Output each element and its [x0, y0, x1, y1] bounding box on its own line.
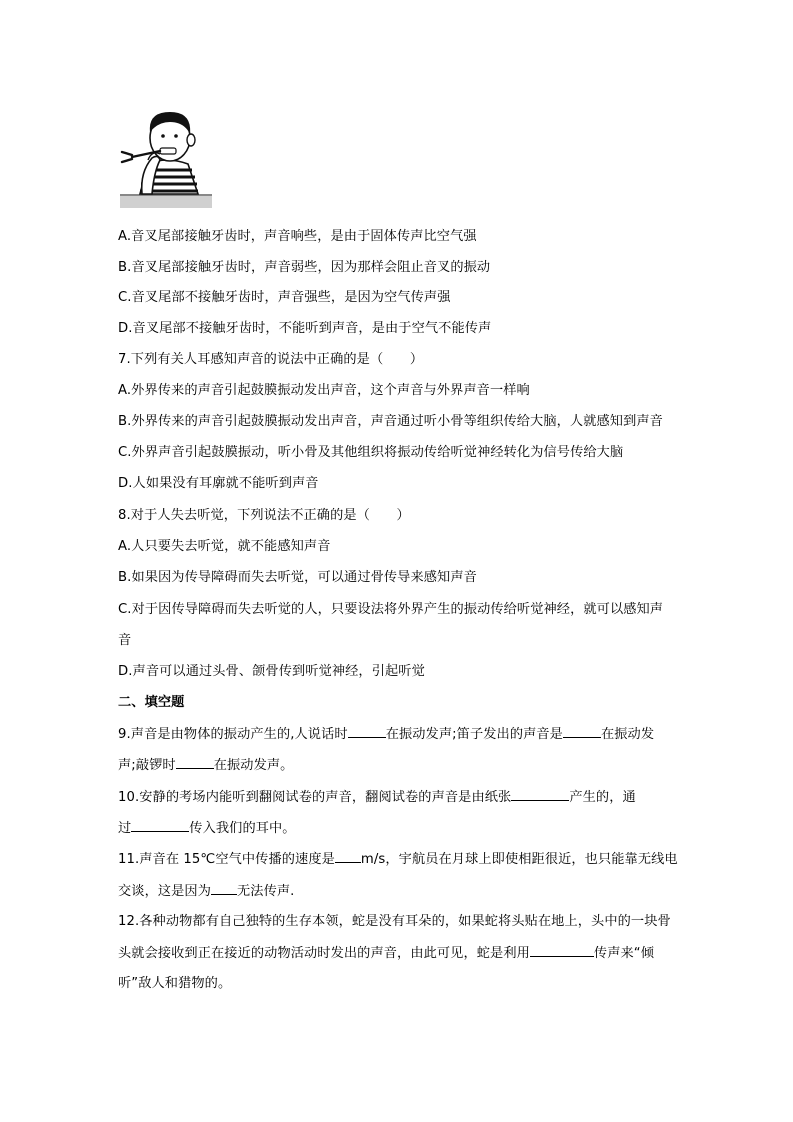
q12-line-3: 听”敌人和猎物的。 — [118, 976, 232, 991]
q9-text-5: 在振动发声。 — [213, 758, 294, 773]
q8-option-c-continued: 音 — [118, 633, 132, 648]
q9-text-3: 在振动发 — [600, 727, 655, 742]
q6-option-a: A.音叉尾部接触牙齿时，声音响些，是由于固体传声比空气强 — [118, 229, 477, 244]
q12-blank-1[interactable] — [530, 944, 594, 957]
q11-line-1 — [118, 850, 678, 869]
q9-text-1: 9.声音是由物体的振动产生的,人说话时 — [118, 727, 348, 742]
q7-option-d: D.人如果没有耳廓就不能听到声音 — [118, 476, 319, 491]
q8-option-a: A.人只要失去听觉，就不能感知声音 — [118, 539, 331, 554]
q11-blank-1[interactable] — [335, 850, 361, 863]
q11-blank-2[interactable] — [211, 882, 237, 895]
q9-text-4: 声;敲锣时 — [118, 758, 176, 773]
q12-line-2 — [118, 944, 654, 963]
q9-text-2: 在振动发声;笛子发出的声音是 — [385, 727, 563, 742]
q9-line-2 — [118, 756, 293, 775]
q11-text-3: 交谈，这是因为 — [118, 884, 212, 899]
q10-text-4: 传入我们的耳中。 — [189, 821, 296, 836]
q12-line-1: 12.各种动物都有自己独特的生存本领，蛇是没有耳朵的，如果蛇将头贴在地上，头中的一块骨 — [118, 914, 671, 929]
q9-blank-2[interactable] — [563, 725, 601, 738]
q6-option-d: D.音叉尾部不接触牙齿时，不能听到声音，是由于空气不能传声 — [118, 321, 492, 336]
q7-stem: 7.下列有关人耳感知声音的说法中正确的是（ ） — [118, 352, 424, 367]
q10-blank-2[interactable] — [131, 819, 189, 832]
q7-option-a: A.外界传来的声音引起鼓膜振动发出声音，这个声音与外界声音一样响 — [118, 383, 530, 398]
q6-option-c: C.音叉尾部不接触牙齿时，声音强些，是因为空气传声强 — [118, 290, 451, 305]
q7-option-b: B.外界传来的声音引起鼓膜振动发出声音，声音通过听小骨等组织传给大脑，人就感知到声音 — [118, 414, 663, 429]
q9-blank-1[interactable] — [348, 725, 386, 738]
q10-text-3: 过 — [118, 821, 132, 836]
q10-line-1 — [118, 788, 636, 807]
q8-stem: 8.对于人失去听觉，下列说法不正确的是（ ） — [118, 508, 410, 523]
q11-text-2: m/s，宇航员在月球上即使相距很近，也只能靠无线电 — [360, 852, 678, 867]
q10-line-2 — [118, 819, 296, 838]
q11-text-1: 11.声音在 15℃空气中传播的速度是 — [118, 852, 335, 867]
q9-line-1 — [118, 725, 654, 744]
q12-text-1: 头就会接收到正在接近的动物活动时发出的声音，由此可见，蛇是利用 — [118, 946, 530, 961]
q9-blank-3[interactable] — [176, 756, 214, 769]
q12-text-2: 传声来“倾 — [593, 946, 655, 961]
q7-option-c: C.外界声音引起鼓膜振动，听小骨及其他组织将振动传给听觉神经转化为信号传给大脑 — [118, 445, 624, 460]
q10-text-2: 产生的，通 — [569, 790, 636, 805]
boy-tuning-fork-illustration — [118, 102, 214, 210]
q11-text-4: 无法传声. — [237, 884, 295, 899]
q11-line-2 — [118, 882, 294, 901]
q10-text-1: 10.安静的考场内能听到翻阅试卷的声音，翻阅试卷的声音是由纸张 — [118, 790, 512, 805]
section-heading: 二、填空题 — [118, 695, 185, 710]
q8-option-c: C.对于因传导障碍而失去听觉的人，只要设法将外界产生的振动传给听觉神经，就可以感知声 — [118, 602, 664, 617]
q10-blank-1[interactable] — [511, 788, 569, 801]
q8-option-d: D.声音可以通过头骨、颌骨传到听觉神经，引起听觉 — [118, 664, 425, 679]
q8-option-b: B.如果因为传导障碍而失去听觉，可以通过骨传导来感知声音 — [118, 570, 477, 585]
q6-option-b: B.音叉尾部接触牙齿时，声音弱些，因为那样会阻止音叉的振动 — [118, 260, 491, 275]
